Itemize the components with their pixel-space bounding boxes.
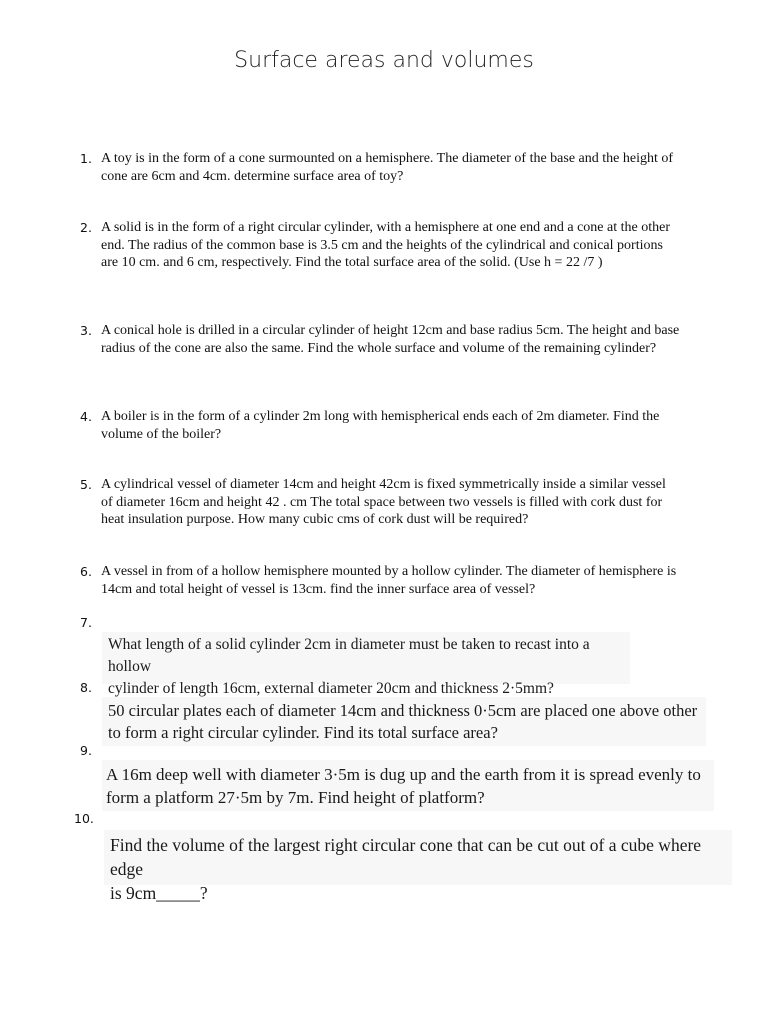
question-number: 5. — [80, 477, 92, 492]
question-1 — [80, 150, 680, 185]
question-text-line: cylinder of length 16cm, external diameter 20cm and thickness 2·5mm? — [108, 680, 554, 697]
question-text-line: A 16m deep well with diameter 3·5m is dug up and the earth from it is spread evenly to — [106, 765, 701, 784]
question-4 — [80, 408, 680, 443]
question-10-image — [104, 830, 732, 903]
question-text: A toy is in the form of a cone surmounted on a hemisphere. The diameter of the base and the height of cone are 6cm and 4cm. determine surface area of toy? — [101, 151, 674, 184]
question-text: A cylindrical vessel of diameter 14cm and height 42cm is fixed symmetrically inside a similar vessel of diameter 16cm and height 42 . cm The total space between two vessels is filled with cork dust for heat insulation purpose. How many cubic cms of cork dust will be required? — [101, 477, 666, 527]
question-number: 1. — [80, 151, 92, 166]
question-number: 9. — [80, 743, 92, 758]
question-2 — [80, 219, 680, 272]
question-8-image — [102, 697, 706, 746]
question-5 — [80, 476, 680, 529]
question-text: A vessel in from of a hollow hemisphere mounted by a hollow cylinder. The diameter of hemisphere is 14cm and total height of vessel is 13cm. find the inner surface area of vessel? — [101, 564, 677, 597]
question-text: A boiler is in the form of a cylinder 2m long with hemispherical ends each of 2m diameter. Find the volume of the boiler? — [101, 409, 660, 442]
question-text-line: Find the volume of the largest right circular cone that can be cut out of a cube where edge — [110, 835, 702, 879]
question-text: A solid is in the form of a right circular cylinder, with a hemisphere at one end and a cone at the other end. The radius of the common base is 3.5 cm and the heights of the cylindrical and conical portions are 10 cm. and 6 cm, respectively. Find the total surface area of the solid. (Use h = 22 /7 ) — [101, 220, 670, 270]
question-number: 8. — [80, 680, 92, 695]
question-number: 10. — [74, 811, 94, 826]
question-number: 2. — [80, 220, 92, 235]
question-3 — [80, 322, 680, 357]
question-7-image — [102, 632, 630, 697]
page-title: Surface areas and volumes — [234, 48, 534, 73]
question-number: 3. — [80, 323, 92, 338]
question-text-line: form a platform 27·5m by 7m. Find height of platform? — [106, 788, 485, 807]
question-number: 6. — [80, 564, 92, 579]
question-number: 7. — [80, 615, 92, 630]
question-text-line: What length of a solid cylinder 2cm in diameter must be taken to recast into a hollow — [108, 636, 590, 675]
question-6 — [80, 563, 680, 598]
question-number: 4. — [80, 409, 92, 424]
question-text-line: is 9cm_____? — [110, 883, 208, 903]
question-9-image — [102, 760, 714, 811]
question-text-line: 50 circular plates each of diameter 14cm and thickness 0·5cm are placed one above other — [108, 701, 698, 720]
question-text-line: to form a right circular cylinder. Find its total surface area? — [108, 723, 498, 742]
question-text: A conical hole is drilled in a circular cylinder of height 12cm and base radius 5cm. The height and base radius of the cone are also the same. Find the whole surface and volume of the remaining cylinder? — [101, 323, 680, 356]
